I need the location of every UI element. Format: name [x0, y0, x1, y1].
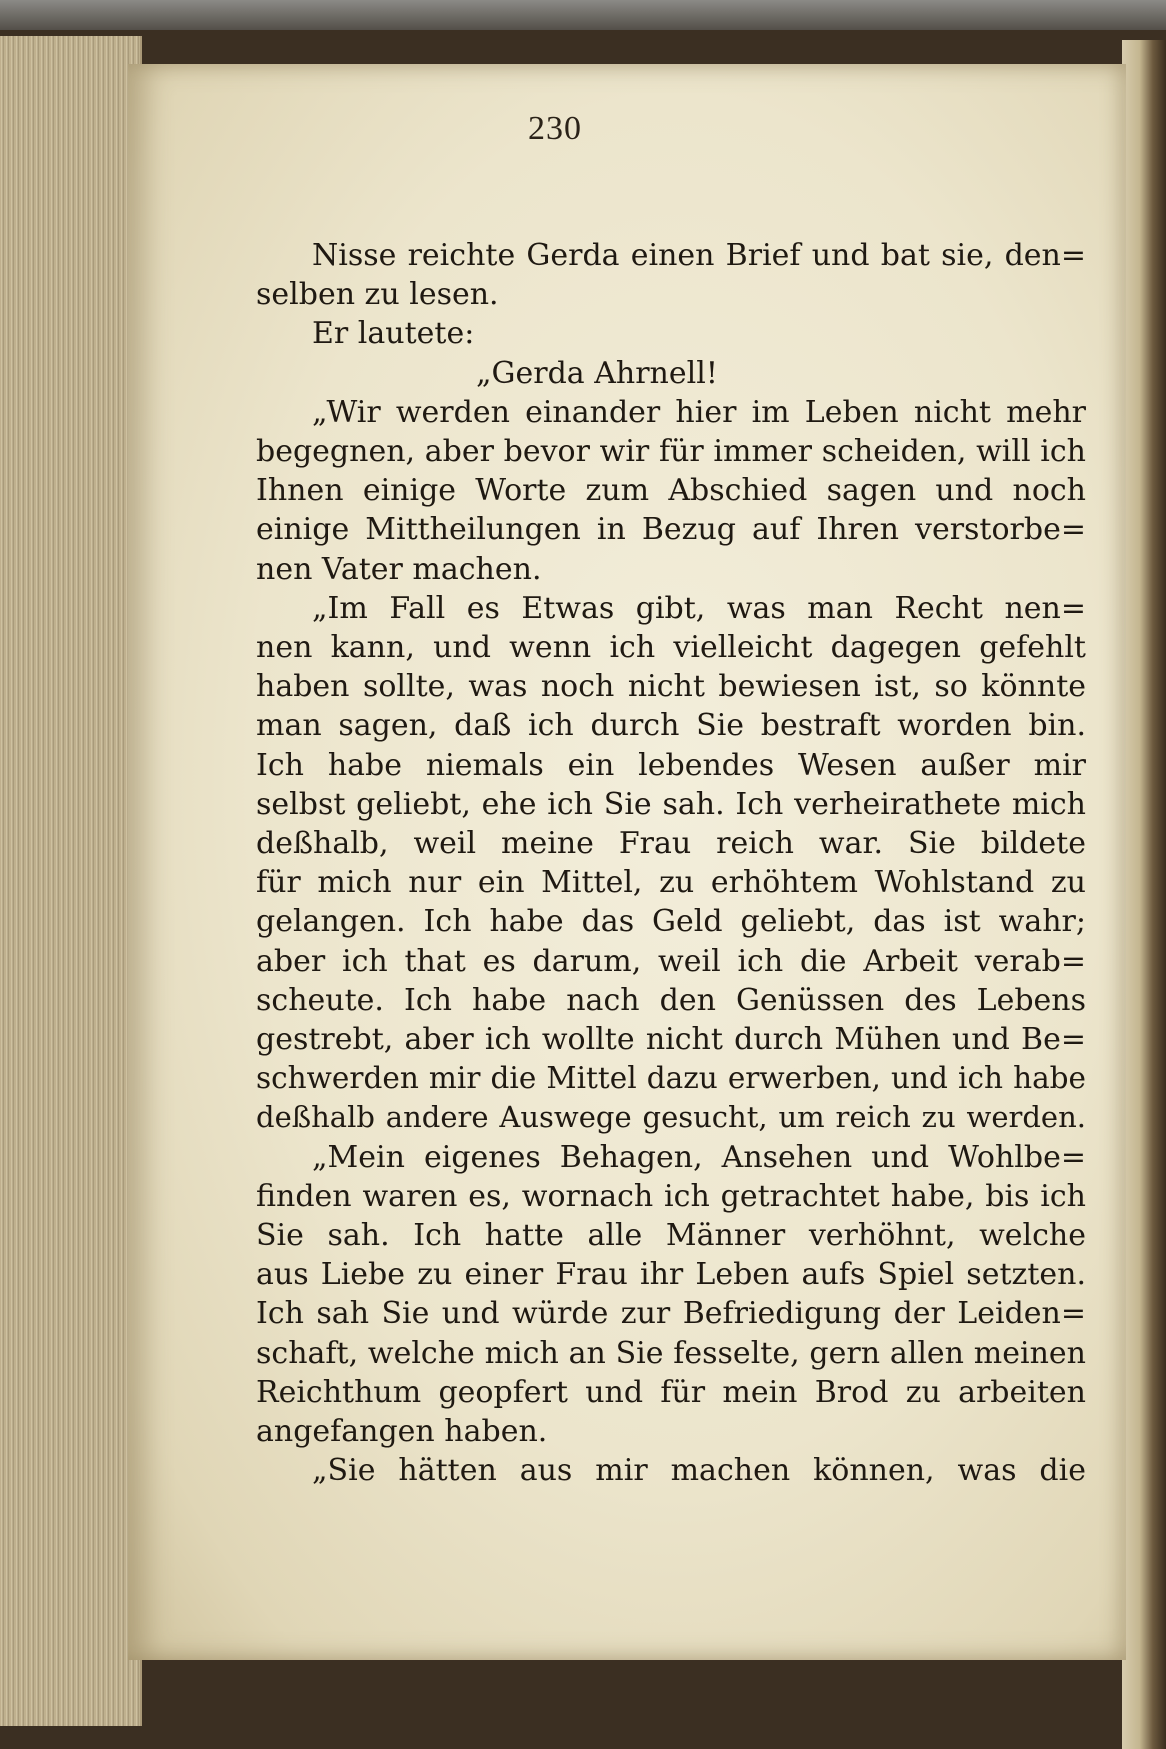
text-line: finden waren es, wornach ich getrachtet habe, bis ich	[256, 1178, 1086, 1214]
text-line: aber ich that es darum, weil ich die Arbeit verab=	[256, 943, 1086, 979]
text-line: nen Vater machen.	[256, 551, 542, 587]
page-number: 230	[528, 110, 582, 147]
text-line: „Im Fall es Etwas gibt, was man Recht nen=	[312, 590, 1086, 626]
text-line: angefangen haben.	[256, 1414, 548, 1450]
body-text	[256, 236, 1086, 1491]
text-line: aus Liebe zu einer Frau ihr Leben aufs Spiel setzten.	[256, 1257, 1086, 1293]
text-line: „Gerda Ahrnell!	[476, 355, 718, 391]
text-line: Nisse reichte Gerda einen Brief und bat sie, den=	[312, 238, 1086, 273]
text-line: scheute. Ich habe nach den Genüssen des Lebens	[256, 982, 1086, 1018]
text-line: Ich sah Sie und würde zur Befriedigung der Leiden=	[256, 1296, 1086, 1332]
text-line: gestrebt, aber ich wollte nicht durch Mühen und Be=	[256, 1022, 1086, 1058]
text-line: haben sollte, was noch nicht bewiesen ist, so könnte	[256, 669, 1086, 705]
text-line: nen kann, und wenn ich vielleicht dagegen gefehlt	[256, 630, 1086, 666]
text-line: „Sie hätten aus mir machen können, was die	[312, 1453, 1086, 1489]
text-line: Er lautete:	[312, 316, 475, 352]
text-line: Reichthum geopfert und für mein Brod zu arbeiten	[256, 1374, 1086, 1410]
text-line: selbst geliebt, ehe ich Sie sah. Ich verheirathete mich	[256, 786, 1086, 822]
text-line: für mich nur ein Mittel, zu erhöhtem Wohlstand zu	[256, 865, 1086, 901]
text-line: Sie sah. Ich hatte alle Männer verhöhnt, welche	[256, 1218, 1086, 1254]
text-line: „Wir werden einander hier im Leben nicht mehr	[312, 394, 1086, 430]
text-line: man sagen, daß ich durch Sie bestraft worden bin.	[256, 708, 1086, 744]
text-line: Ihnen einige Worte zum Abschied sagen und noch	[256, 473, 1086, 509]
text-line: deßhalb andere Auswege gesucht, um reich zu werden.	[256, 1100, 1086, 1135]
text-line: deßhalb, weil meine Frau reich war. Sie bildete	[256, 826, 1086, 862]
text-line: Ich habe niemals ein lebendes Wesen außer mir	[256, 747, 1086, 783]
facing-page-edge	[1122, 40, 1166, 1749]
page-edges	[0, 36, 142, 1726]
text-line: schwerden mir die Mittel dazu erwerben, und ich habe	[256, 1061, 1086, 1096]
text-line: einige Mittheilungen in Bezug auf Ihren verstorbe=	[256, 512, 1086, 548]
text-line: begegnen, aber bevor wir für immer scheiden, will ich	[256, 434, 1086, 470]
text-line: „Mein eigenes Behagen, Ansehen und Wohlbe=	[312, 1139, 1086, 1175]
text-line: selben zu lesen.	[256, 277, 499, 313]
text-line: schaft, welche mich an Sie fesselte, gern allen meinen	[256, 1335, 1086, 1371]
text-line: gelangen. Ich habe das Geld geliebt, das ist wahr;	[256, 904, 1086, 940]
